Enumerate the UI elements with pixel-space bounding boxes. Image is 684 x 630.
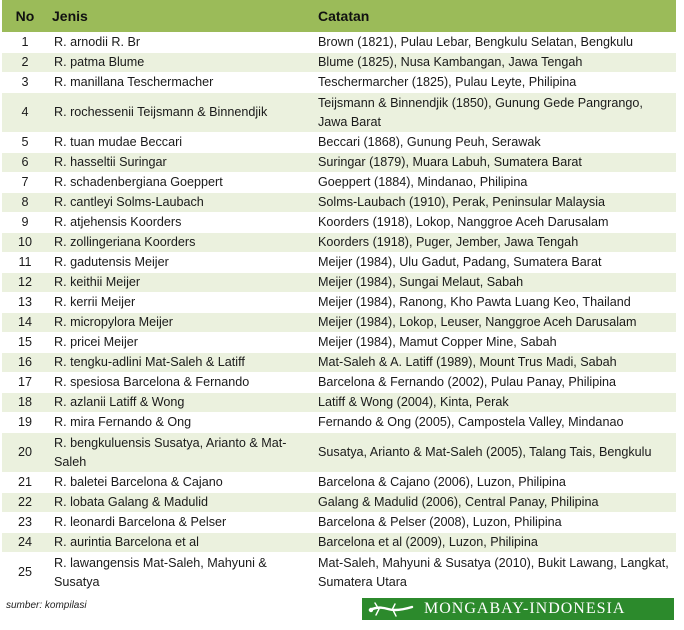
cell-catatan: Susatya, Arianto & Mat-Saleh (2005), Talang Tais, Bengkulu	[314, 433, 676, 473]
logo-text: MONGABAY-INDONESIA	[424, 600, 626, 617]
cell-catatan: Suringar (1879), Muara Labuh, Sumatera Barat	[314, 153, 676, 173]
table-row	[2, 173, 676, 193]
table-row	[2, 473, 676, 493]
cell-catatan: Barcelona & Fernando (2002), Pulau Panay, Philipina	[314, 373, 676, 393]
cell-no: 22	[2, 493, 48, 513]
cell-no: 2	[2, 53, 48, 73]
cell-jenis: R. lobata Galang & Madulid	[48, 493, 314, 513]
table-row	[2, 413, 676, 433]
cell-no: 20	[2, 433, 48, 473]
cell-catatan: Teschermarcher (1825), Pulau Leyte, Philipina	[314, 73, 676, 93]
cell-no: 5	[2, 133, 48, 153]
table-row	[2, 513, 676, 533]
cell-jenis: R. manillana Teschermacher	[48, 73, 314, 93]
cell-catatan: Koorders (1918), Puger, Jember, Jawa Tengah	[314, 233, 676, 253]
cell-no: 10	[2, 233, 48, 253]
cell-no: 25	[2, 553, 48, 593]
table-row	[2, 353, 676, 373]
cell-jenis: R. hasseltii Suringar	[48, 153, 314, 173]
cell-jenis: R. gadutensis Meijer	[48, 253, 314, 273]
cell-jenis: R. pricei Meijer	[48, 333, 314, 353]
cell-no: 24	[2, 533, 48, 553]
cell-jenis: R. tuan mudae Beccari	[48, 133, 314, 153]
table-row	[2, 93, 676, 133]
table-row	[2, 433, 676, 473]
cell-catatan: Meijer (1984), Mamut Copper Mine, Sabah	[314, 333, 676, 353]
gecko-icon	[368, 601, 414, 617]
cell-jenis: R. leonardi Barcelona & Pelser	[48, 513, 314, 533]
table-row	[2, 213, 676, 233]
cell-catatan: Brown (1821), Pulau Lebar, Bengkulu Selatan, Bengkulu	[314, 33, 676, 53]
mongabay-logo	[362, 598, 674, 620]
cell-catatan: Mat-Saleh & A. Latiff (1989), Mount Trus Madi, Sabah	[314, 353, 676, 373]
cell-catatan: Fernando & Ong (2005), Campostela Valley, Mindanao	[314, 413, 676, 433]
cell-no: 4	[2, 93, 48, 133]
table-row	[2, 273, 676, 293]
cell-jenis: R. baletei Barcelona & Cajano	[48, 473, 314, 493]
cell-jenis: R. micropylora Meijer	[48, 313, 314, 333]
table-row	[2, 73, 676, 93]
table-row	[2, 133, 676, 153]
table-row	[2, 493, 676, 513]
cell-jenis: R. zollingeriana Koorders	[48, 233, 314, 253]
cell-jenis: R. rochessenii Teijsmann & Binnendjik	[48, 93, 314, 133]
cell-catatan: Meijer (1984), Ranong, Kho Pawta Luang Keo, Thailand	[314, 293, 676, 313]
cell-catatan: Solms-Laubach (1910), Perak, Peninsular Malaysia	[314, 193, 676, 213]
cell-catatan: Teijsmann & Binnendjik (1850), Gunung Gede Pangrango, Jawa Barat	[314, 93, 676, 133]
cell-catatan: Koorders (1918), Lokop, Nanggroe Aceh Darusalam	[314, 213, 676, 233]
cell-catatan: Barcelona & Cajano (2006), Luzon, Philipina	[314, 473, 676, 493]
cell-catatan: Barcelona et al (2009), Luzon, Philipina	[314, 533, 676, 553]
table-row	[2, 533, 676, 553]
cell-jenis: R. atjehensis Koorders	[48, 213, 314, 233]
rafflesia-species-table	[2, 0, 676, 592]
cell-no: 19	[2, 413, 48, 433]
table-header-row	[2, 0, 676, 33]
table-row	[2, 253, 676, 273]
table-row	[2, 293, 676, 313]
cell-no: 11	[2, 253, 48, 273]
cell-no: 1	[2, 33, 48, 53]
table-row	[2, 193, 676, 213]
cell-jenis: R. bengkuluensis Susatya, Arianto & Mat-Saleh	[48, 433, 314, 473]
header-catatan: Catatan	[314, 0, 676, 33]
cell-jenis: R. tengku-adlini Mat-Saleh & Latiff	[48, 353, 314, 373]
cell-no: 3	[2, 73, 48, 93]
table-row	[2, 33, 676, 53]
cell-jenis: R. spesiosa Barcelona & Fernando	[48, 373, 314, 393]
cell-catatan: Beccari (1868), Gunung Peuh, Serawak	[314, 133, 676, 153]
cell-catatan: Galang & Madulid (2006), Central Panay, Philipina	[314, 493, 676, 513]
cell-catatan: Latiff & Wong (2004), Kinta, Perak	[314, 393, 676, 413]
cell-no: 18	[2, 393, 48, 413]
cell-catatan: Barcelona & Pelser (2008), Luzon, Philipina	[314, 513, 676, 533]
cell-no: 17	[2, 373, 48, 393]
cell-catatan: Blume (1825), Nusa Kambangan, Jawa Tengah	[314, 53, 676, 73]
cell-no: 12	[2, 273, 48, 293]
cell-no: 23	[2, 513, 48, 533]
cell-jenis: R. azlanii Latiff & Wong	[48, 393, 314, 413]
table-row	[2, 313, 676, 333]
cell-catatan: Goeppert (1884), Mindanao, Philipina	[314, 173, 676, 193]
table-row	[2, 333, 676, 353]
table-row	[2, 233, 676, 253]
table-row	[2, 53, 676, 73]
cell-jenis: R. lawangensis Mat-Saleh, Mahyuni & Susatya	[48, 553, 314, 593]
cell-catatan: Meijer (1984), Sungai Melaut, Sabah	[314, 273, 676, 293]
cell-jenis: R. aurintia Barcelona et al	[48, 533, 314, 553]
cell-catatan: Mat-Saleh, Mahyuni & Susatya (2010), Bukit Lawang, Langkat, Sumatera Utara	[314, 553, 676, 593]
footer	[0, 598, 684, 630]
cell-catatan: Meijer (1984), Lokop, Leuser, Nanggroe Aceh Darusalam	[314, 313, 676, 333]
source-note: sumber: kompilasi	[6, 600, 87, 611]
cell-jenis: R. keithii Meijer	[48, 273, 314, 293]
cell-no: 13	[2, 293, 48, 313]
cell-jenis: R. schadenbergiana Goeppert	[48, 173, 314, 193]
cell-no: 6	[2, 153, 48, 173]
cell-no: 16	[2, 353, 48, 373]
table-row	[2, 553, 676, 593]
header-no: No	[2, 0, 48, 33]
table-row	[2, 393, 676, 413]
cell-no: 15	[2, 333, 48, 353]
cell-no: 9	[2, 213, 48, 233]
cell-jenis: R. cantleyi Solms-Laubach	[48, 193, 314, 213]
cell-no: 8	[2, 193, 48, 213]
cell-jenis: R. mira Fernando & Ong	[48, 413, 314, 433]
cell-jenis: R. arnodii R. Br	[48, 33, 314, 53]
table-row	[2, 153, 676, 173]
table-row	[2, 373, 676, 393]
cell-no: 14	[2, 313, 48, 333]
cell-catatan: Meijer (1984), Ulu Gadut, Padang, Sumatera Barat	[314, 253, 676, 273]
header-jenis: Jenis	[48, 0, 314, 33]
cell-no: 7	[2, 173, 48, 193]
cell-no: 21	[2, 473, 48, 493]
cell-jenis: R. patma Blume	[48, 53, 314, 73]
cell-jenis: R. kerrii Meijer	[48, 293, 314, 313]
